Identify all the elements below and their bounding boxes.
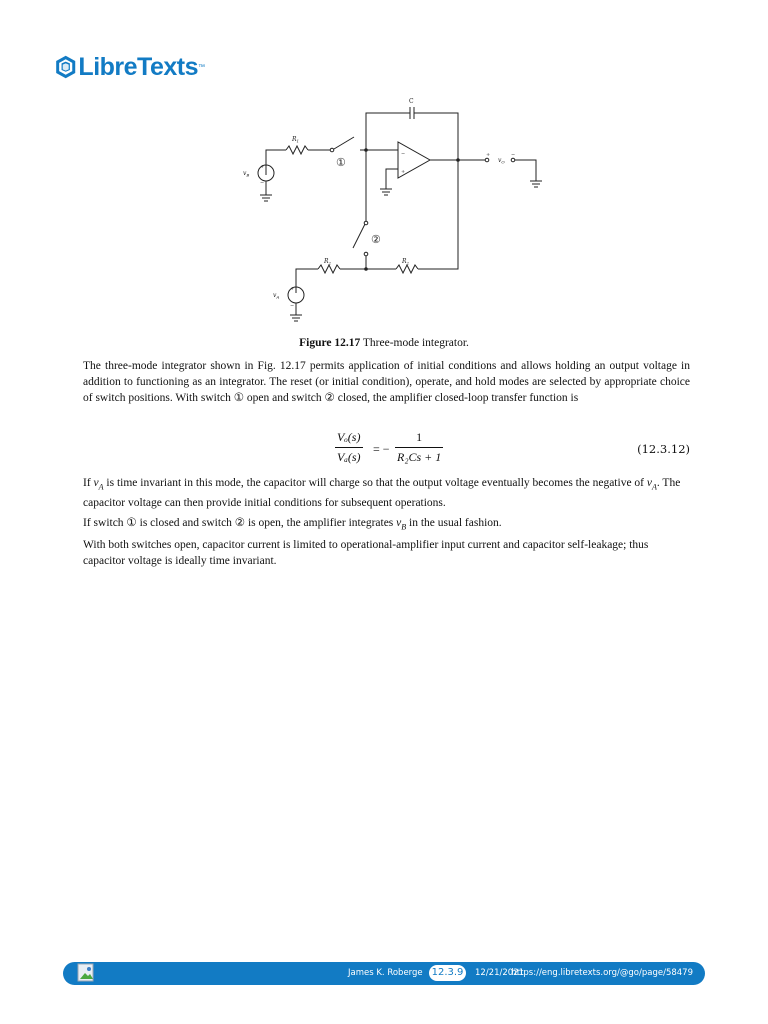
brand-tm: ™ (198, 63, 205, 71)
resistor-r3 (396, 265, 418, 273)
label-vb-plus: + (260, 164, 265, 170)
label-va: $v_A$ (273, 292, 280, 300)
equation-rhs-numerator: 1 (416, 430, 423, 444)
caption-label: Figure 12.17 (299, 337, 361, 349)
switch-2-blade (353, 224, 365, 248)
equation-lhs-denominator: Vₐ(s) (335, 447, 363, 465)
paragraph-integrate-mode: If switch ① is closed and switch ② is open, the amplifier integrates $v_B$ in the usual fashion. (83, 517, 502, 532)
label-vo: $v_O$ (498, 157, 505, 165)
label-opamp-plus: + (401, 169, 406, 175)
equation-lhs-fraction (335, 430, 363, 465)
three-mode-integrator-schematic (236, 93, 548, 333)
equation-rhs-denominator: R₂Cs + 1 (395, 447, 443, 465)
label-r2: $R_2$ (324, 258, 332, 266)
resistor-r1 (286, 146, 308, 154)
label-va-minus: − (290, 303, 295, 309)
label-switch-1: ① (336, 156, 346, 169)
page-footer (63, 962, 705, 985)
footer-date: 12/21/2021 (475, 968, 524, 978)
equation-number: (12.3.12) (637, 442, 690, 456)
label-opamp-minus: − (401, 151, 406, 157)
label-r3: $R_2$ (402, 258, 410, 266)
footer-author: James K. Roberge (348, 968, 423, 978)
label-switch-2: ② (371, 233, 381, 246)
label-vb: $v_B$ (243, 170, 250, 178)
paragraph-intro: The three-mode integrator shown in Fig. 12.17 permits application of initial conditions and allows holding an output voltage in addition to functioning as an integrator. The reset (or initial condition), operate, and hold modes are selected by appropriate choice of switch positions. With switch ① open and switch ② closed, the amplifier closed-loop transfer function is (83, 360, 690, 404)
equation-equals: = − (373, 442, 390, 456)
caption-text: Three-mode integrator. (360, 337, 469, 349)
equation-lhs-numerator: Vₒ(s) (337, 430, 361, 444)
label-vo-minus: − (511, 152, 516, 158)
equation-12-3-12 (83, 428, 690, 472)
footer-url-link[interactable]: https://eng.libretexts.org/@go/page/58479 (511, 968, 693, 978)
equation-rhs-fraction (395, 430, 443, 465)
paragraph-hold-mode: With both switches open, capacitor current is limited to operational-amplifier input current and capacitor self-leakage; thus capacitor voltage is ideally time invariant. (83, 539, 649, 567)
footer-page-number[interactable]: 12.3.9 (429, 965, 466, 981)
libretexts-logo[interactable] (55, 46, 205, 88)
label-r1: $R_1$ (292, 136, 300, 144)
resistor-r2 (318, 265, 340, 273)
brand-name: LibreTexts (78, 52, 198, 81)
switch-1-blade (334, 137, 354, 149)
figure-caption (0, 337, 768, 349)
broken-image-icon (77, 963, 97, 984)
label-c: C (409, 98, 414, 105)
libretexts-hexagon-icon (55, 47, 76, 87)
label-vb-minus: − (260, 180, 265, 186)
label-vo-plus: + (486, 152, 491, 158)
label-va-plus: + (290, 286, 295, 292)
paragraph-time-invariant: If $v_A$ is time invariant in this mode, the capacitor will charge so that the output voltage eventually becomes the negative of $v_A$. The capacitor voltage can then provide initial conditions for subsequent operations. (83, 477, 681, 510)
